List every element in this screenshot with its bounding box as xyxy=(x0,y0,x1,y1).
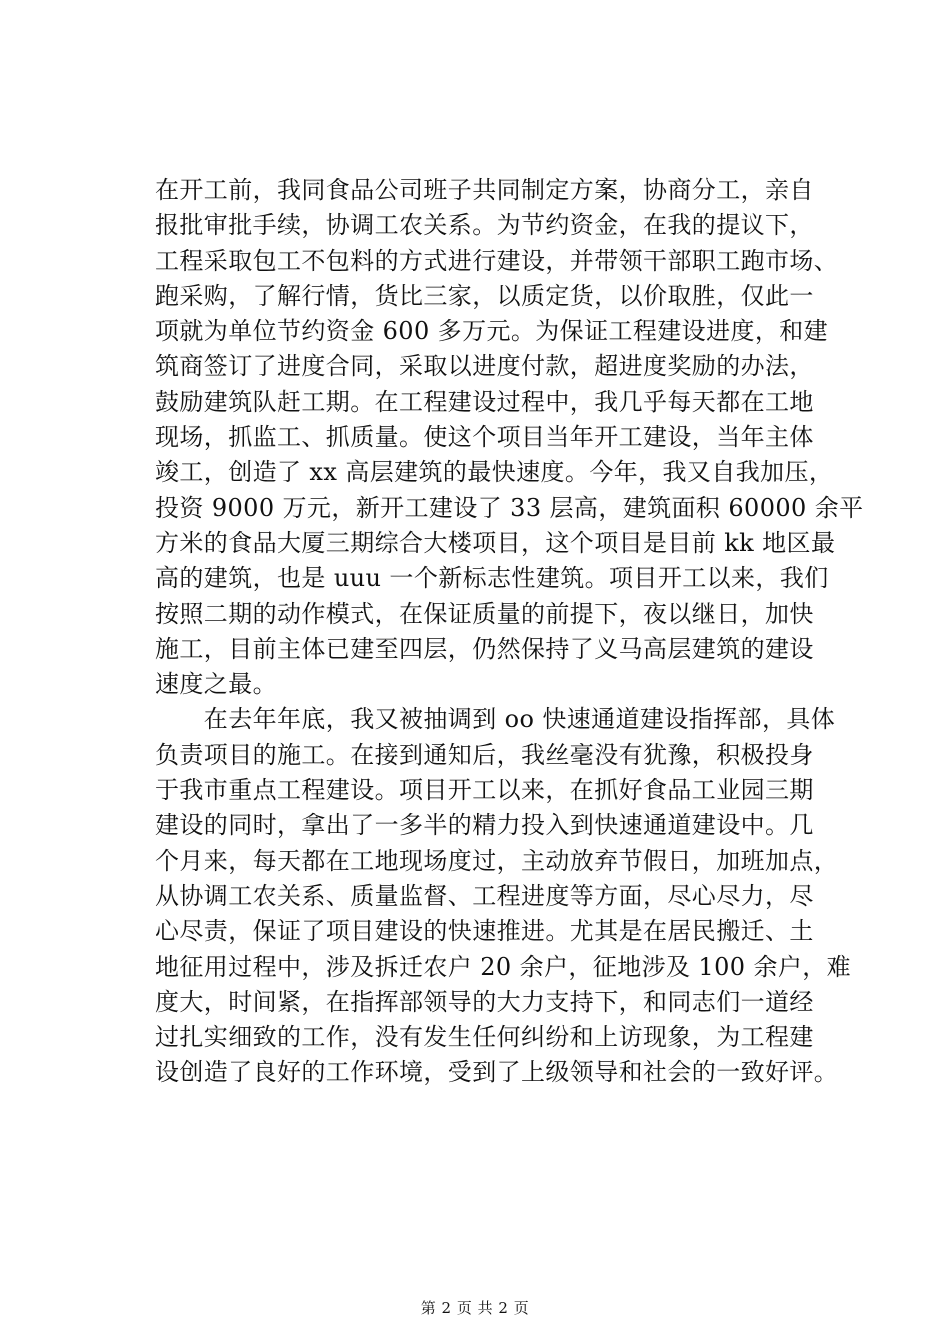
text-line: 跑采购，了解行情，货比三家，以质定货，以价取胜，仅此一 xyxy=(155,281,814,310)
text-line: 设创造了良好的工作环境，受到了上级领导和社会的一致好评。 xyxy=(155,1058,839,1087)
text-line: 从协调工农关系、质量监督、工程进度等方面，尽心尽力，尽 xyxy=(155,881,814,910)
text-line: 投资 9000 万元，新开工建设了 33 层高，建筑面积 60000 余平 xyxy=(155,493,864,522)
text-line: 高的建筑，也是 uuu 一个新标志性建筑。项目开工以来，我们 xyxy=(155,564,829,593)
text-line: 过扎实细致的工作，没有发生任何纠纷和上访现象，为工程建 xyxy=(155,1023,814,1052)
text-line: 现场，抓监工、抓质量。使这个项目当年开工建设，当年主体 xyxy=(155,423,814,452)
text-line: 按照二期的动作模式，在保证质量的前提下，夜以继日，加快 xyxy=(155,599,814,628)
text-line: 工程采取包工不包料的方式进行建设，并带领干部职工跑市场、 xyxy=(155,246,839,275)
text-line: 施工，目前主体已建至四层，仍然保持了义马高层建筑的建设 xyxy=(155,634,814,663)
paragraph-1 xyxy=(155,173,864,702)
text-line: 在开工前，我同食品公司班子共同制定方案，协商分工，亲自 xyxy=(155,176,814,204)
text-line: 速度之最。 xyxy=(155,670,277,699)
document-body xyxy=(155,173,864,1091)
text-line: 筑商签订了进度合同，采取以进度付款，超进度奖励的办法， xyxy=(155,352,814,381)
text-line: 项就为单位节约资金 600 多万元。为保证工程建设进度，和建 xyxy=(155,317,829,346)
text-line: 个月来，每天都在工地现场度过，主动放弃节假日，加班加点， xyxy=(155,846,839,875)
text-line: 负责项目的施工。在接到通知后，我丝毫没有犹豫，积极投身 xyxy=(155,740,814,769)
text-line: 建设的同时，拿出了一多半的精力投入到快速通道建设中。几 xyxy=(155,811,814,840)
text-line: 鼓励建筑队赶工期。在工程建设过程中，我几乎每天都在工地 xyxy=(155,387,814,416)
text-line: 度大，时间紧，在指挥部领导的大力支持下，和同志们一道经 xyxy=(155,987,814,1016)
paragraph-2 xyxy=(155,702,855,1090)
page-number-footer: 第 2 页 共 2 页 xyxy=(420,1299,530,1317)
text-line: 地征用过程中，涉及拆迁农户 20 余户，征地涉及 100 余户，难 xyxy=(155,952,852,981)
text-line: 心尽责，保证了项目建设的快速推进。尤其是在居民搬迁、土 xyxy=(155,917,814,946)
text-line: 报批审批手续，协调工农关系。为节约资金，在我的提议下， xyxy=(155,211,814,240)
text-line: 在去年年底，我又被抽调到 oo 快速通道建设指挥部，具体 xyxy=(155,705,836,734)
text-line: 于我市重点工程建设。项目开工以来，在抓好食品工业园三期 xyxy=(155,776,814,805)
text-line: 方米的食品大厦三期综合大楼项目，这个项目是目前 kk 地区最 xyxy=(155,528,836,557)
text-line: 竣工，创造了 xx 高层建筑的最快速度。今年，我又自我加压， xyxy=(155,458,834,487)
